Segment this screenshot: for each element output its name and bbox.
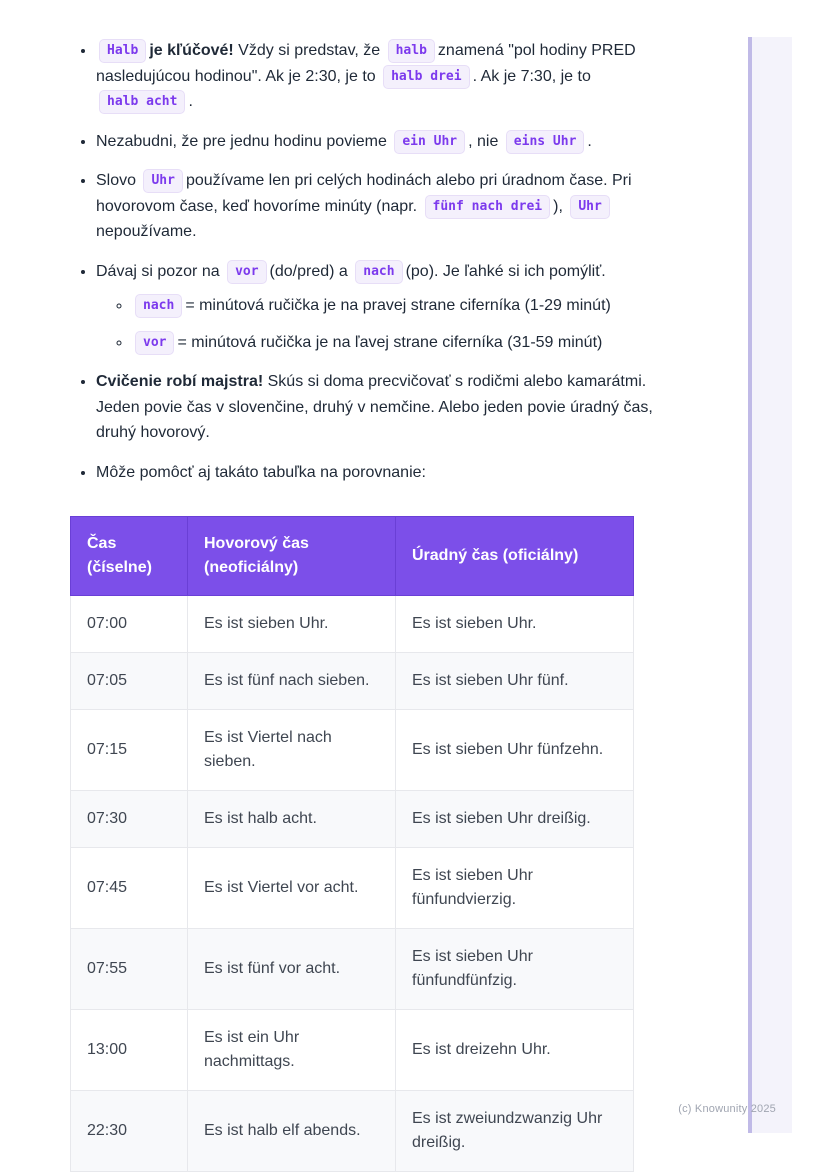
sub-list-item	[132, 330, 660, 355]
inline-code-badge: halb	[388, 39, 435, 63]
table-row	[71, 848, 634, 929]
text-run: (do/pred) a	[269, 262, 353, 280]
table-cell: 07:30	[71, 791, 188, 848]
table-cell: Es ist ein Uhr nachmittags.	[188, 1010, 396, 1091]
table-cell: Es ist sieben Uhr fünfundfünfzig.	[396, 929, 634, 1010]
inline-code-badge: halb acht	[99, 90, 185, 114]
table-cell: 07:05	[71, 653, 188, 710]
table-row	[71, 653, 634, 710]
table-cell: Es ist sieben Uhr dreißig.	[396, 791, 634, 848]
table-row	[71, 791, 634, 848]
table-cell: Es ist halb acht.	[188, 791, 396, 848]
sub-bullet-list	[96, 293, 660, 355]
inline-code-badge: halb drei	[383, 65, 469, 89]
bold-text-run: Cvičenie robí majstra!	[96, 373, 264, 390]
table-cell: Es ist fünf vor acht.	[188, 929, 396, 1010]
inline-code-badge: eins Uhr	[506, 130, 585, 154]
text-run: .	[188, 93, 193, 110]
comparison-table	[70, 516, 634, 1172]
table-header-row	[71, 517, 634, 596]
inline-code-badge: vor	[135, 331, 174, 355]
table-cell: 07:55	[71, 929, 188, 1010]
table-cell: 07:45	[71, 848, 188, 929]
inline-code-badge: nach	[355, 260, 402, 284]
inline-code-badge: Uhr	[143, 169, 182, 193]
table-cell: Es ist zweiundzwanzig Uhr dreißig.	[396, 1091, 634, 1172]
table-cell: Es ist sieben Uhr.	[188, 596, 396, 653]
table-cell: Es ist sieben Uhr.	[396, 596, 634, 653]
list-item	[96, 259, 660, 356]
list-item	[96, 369, 660, 446]
table-cell: 07:00	[71, 596, 188, 653]
table-cell: Es ist Viertel nach sieben.	[188, 710, 396, 791]
bullet-list	[0, 38, 660, 485]
table-header-cell: Čas (číselne)	[71, 517, 188, 596]
table-header-cell: Úradný čas (oficiálny)	[396, 517, 634, 596]
table-cell: Es ist Viertel vor acht.	[188, 848, 396, 929]
list-item	[96, 129, 660, 155]
text-run: Môže pomôcť aj takáto tabuľka na porovnanie:	[96, 463, 426, 481]
inline-code-badge: fünf nach drei	[425, 195, 551, 219]
text-run: Slovo	[96, 172, 141, 189]
table-cell: 22:30	[71, 1091, 188, 1172]
document-page	[0, 38, 660, 1172]
text-run: Nezabudni, že pre jednu hodinu povieme	[96, 132, 392, 150]
table-row	[71, 929, 634, 1010]
next-page-edge	[748, 37, 792, 1133]
text-run: = minútová ručička je na pravej strane ciferníka (1-29 minút)	[185, 297, 611, 314]
text-run: .	[587, 132, 592, 150]
bold-text-run: je kľúčové!	[149, 42, 234, 59]
table-row	[71, 710, 634, 791]
table-cell: 13:00	[71, 1010, 188, 1091]
list-item	[96, 38, 660, 115]
text-run: nepoužívame.	[96, 223, 197, 240]
text-run: . Ak je 7:30, je to	[472, 67, 591, 85]
table-cell: Es ist sieben Uhr fünf.	[396, 653, 634, 710]
table-row	[71, 1091, 634, 1172]
list-item	[96, 460, 660, 486]
table-cell: 07:15	[71, 710, 188, 791]
inline-code-badge: ein Uhr	[394, 130, 465, 154]
table-header-cell: Hovorový čas (neoficiálny)	[188, 517, 396, 596]
text-run: Skús si doma precvičovať s rodičmi alebo kamarátmi. Jeden povie čas v slovenčine, druhý v nemčine. Alebo jeden povie úradný čas, druhý hovorový.	[96, 373, 653, 441]
table-row	[71, 1010, 634, 1091]
table-cell: Es ist dreizehn Uhr.	[396, 1010, 634, 1091]
text-run: Dávaj si pozor na	[96, 262, 225, 280]
text-run: = minútová ručička je na ľavej strane ciferníka (31-59 minút)	[177, 334, 603, 351]
table-row	[71, 596, 634, 653]
text-run: používame len pri celých hodinách alebo pri úradnom čase. Pri hovorovom čase, keď hovoríme minúty (napr.	[96, 172, 632, 215]
table-cell: Es ist halb elf abends.	[188, 1091, 396, 1172]
list-item	[96, 168, 660, 245]
copyright-watermark: (c) Knowunity 2025	[678, 1103, 776, 1115]
text-run: (po). Je ľahké si ich pomýliť.	[405, 262, 606, 280]
sub-list-item	[132, 293, 660, 318]
table-body	[71, 596, 634, 1172]
inline-code-badge: nach	[135, 294, 182, 318]
table-cell: Es ist sieben Uhr fünfundvierzig.	[396, 848, 634, 929]
text-run: znamená "pol hodiny PRED nasledujúcou hodinou". Ak je 2:30, je to	[96, 42, 636, 85]
table-cell: Es ist sieben Uhr fünfzehn.	[396, 710, 634, 791]
text-run: , nie	[468, 132, 503, 150]
inline-code-badge: Halb	[99, 39, 146, 63]
inline-code-badge: Uhr	[570, 195, 609, 219]
inline-code-badge: vor	[227, 260, 266, 284]
text-run: ),	[553, 197, 568, 215]
table-cell: Es ist fünf nach sieben.	[188, 653, 396, 710]
text-run: Vždy si predstav, že	[233, 42, 385, 59]
